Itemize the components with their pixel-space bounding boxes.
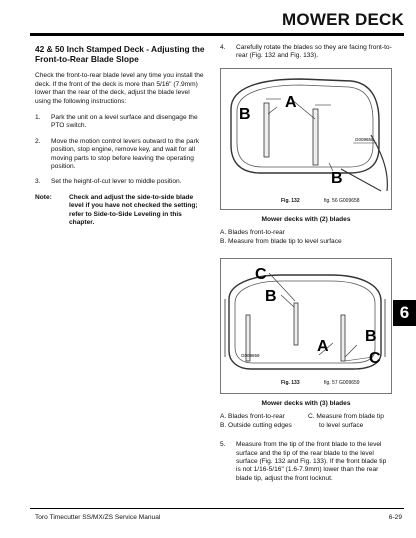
step-4	[220, 44, 392, 61]
note-text: Check and adjust the side-to-side blade level if you have not checked the setting; refer to Side-to-Side Leveling in this chapter.	[69, 193, 198, 227]
right-column	[220, 44, 392, 490]
left-column	[35, 44, 205, 228]
figure-133	[220, 258, 392, 394]
callout-c-top: C	[255, 266, 267, 284]
note-label: Note:	[35, 193, 52, 201]
figure-reference: fig. 57 G009659	[324, 380, 360, 387]
step-3	[35, 178, 205, 186]
figure-inner-code: G009659	[241, 353, 260, 359]
step-text: Park the unit on a level surface and disengage the PTO switch.	[51, 114, 198, 130]
section-title: 42 & 50 Inch Stamped Deck - Adjusting the Front-to-Rear Blade Slope	[35, 44, 205, 65]
callout-b-bottom: B	[365, 328, 377, 346]
step-5	[220, 441, 392, 483]
legend-c: C. Measure from blade tip	[308, 413, 384, 421]
step-1	[35, 114, 205, 131]
step-number: 3.	[35, 178, 41, 186]
figure-number: Fig. 132	[281, 197, 300, 204]
figure-133-caption: Mower decks with (3) blades	[261, 400, 351, 408]
figure-inner-code: G009658	[355, 136, 374, 142]
callout-b-left: B	[239, 105, 251, 123]
footer-page-number: 6-29	[388, 514, 402, 521]
step-number: 5.	[220, 441, 226, 449]
figure-reference: fig. 56 G009658	[324, 197, 360, 204]
legend-row-1	[220, 413, 392, 421]
legend-a: A. Blades front-to-rear	[220, 413, 285, 421]
step-text: Set the height-of-cut lever to middle position.	[51, 178, 182, 186]
legend-row-2	[220, 422, 392, 430]
footer-manual-title: Toro Timecutter SS/MX/ZS Service Manual	[35, 514, 161, 521]
step-text: Move the motion control levers outward to the park position, stop engine, remove key, and wait for all moving parts to stop before leaving the operating position.	[51, 137, 200, 171]
step-number: 1.	[35, 114, 41, 122]
footer-rule	[30, 508, 404, 509]
chapter-tab: 6	[393, 300, 416, 326]
step-2	[35, 138, 205, 172]
callout-b-top: B	[265, 288, 277, 306]
callout-b-right: B	[331, 169, 343, 187]
deck-three-blades-illustration	[221, 259, 391, 379]
step-number: 2.	[35, 137, 41, 145]
page-header-title: MOWER DECK	[282, 10, 404, 29]
callout-c-bottom: C	[369, 350, 381, 368]
figure-132	[220, 68, 392, 210]
legend-b: B. Outside cutting edges	[220, 421, 292, 429]
deck-two-blades-illustration	[221, 69, 391, 193]
callout-a: A	[317, 338, 329, 356]
step-number: 4.	[220, 44, 226, 51]
intro-paragraph: Check the front-to-rear blade level any time you install the deck. If the front of the deck is more than 5/16" (7.9mm) lower than the rear of the deck, adjust the blade level using the following instructions:	[35, 72, 204, 105]
figure-132-caption: Mower decks with (2) blades	[261, 215, 351, 223]
callout-a: A	[285, 93, 297, 111]
figure-number: Fig. 133	[281, 380, 300, 387]
step-text: Carefully rotate the blades so they are facing front-to-rear (Fig. 132 and Fig. 133).	[236, 44, 392, 60]
legend-b: B. Measure from blade tip to level surface	[220, 237, 342, 245]
note-block	[35, 194, 205, 228]
legend-c-continued: to level surface	[319, 421, 364, 429]
step-text: Measure from the tip of the front blade to the level surface and the tip of the rear blade to the level surface (Fig. 132 and Fig. 133). If the front blade tip is not 1/16-5/16" (1.6-7.9mm) lower than the rear blade tip, adjust the front locknut.	[236, 441, 387, 482]
header-rule	[30, 33, 404, 36]
legend-a: A. Blades front-to-rear	[220, 229, 285, 237]
